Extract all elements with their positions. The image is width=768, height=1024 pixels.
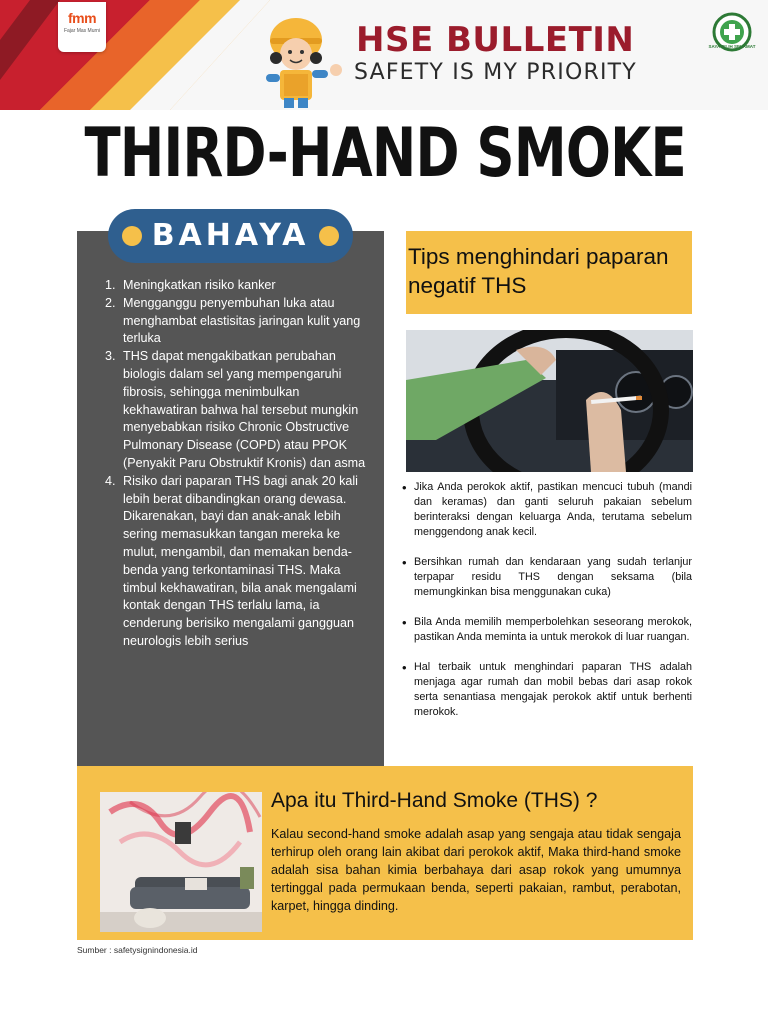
list-item (105, 473, 370, 651)
smoking-driver-photo (406, 330, 693, 472)
list-item: • Bersihkan rumah dan kendaraan yang sudah terlanjur terpapar residu THS dengan seksama (bila memungkinkan bisa menggunakan cuka) (402, 555, 692, 600)
list-number: 2. (105, 295, 116, 310)
list-number: 3. (105, 349, 116, 364)
danger-list (105, 277, 370, 651)
company-logo-subtitle: Fajar Mas Murni (63, 28, 101, 34)
safety-mascot-illustration (256, 14, 346, 110)
list-text: THS dapat mengakibatkan perubahan biologis dalam sel yang mempengaruhi fibrosis, sehingga menimbulkan kekhawatiran bahwa hal tersebut mungkin menyebabkan risiko Chronic Obstructive Pulmonary Disease (COPD) atau PPOK (Penyakit Paru Obstruktif Kronis) dan asma (123, 349, 366, 470)
bulletin-title: HSE BULLETIN (356, 20, 635, 60)
danger-label-pill (108, 209, 353, 263)
company-logo (58, 2, 106, 52)
ths-description: Kalau second-hand smoke adalah asap yang sengaja atau tidak sengaja terhirup oleh orang lain akibat dari perokok aktif, Maka third-hand smoke adalah sisa bahan kimia berbahaya dari asap rokok yang umumnya tertinggal pada permukaan benda, seperti pakaian, rambut, perabotan, karpet, hingga dinding. (271, 827, 681, 913)
company-logo-mark: fmm (67, 10, 97, 26)
list-text: Mengganggu penyembuhan luka atau menghambat elastisitas jaringan kulit yang terluka (123, 295, 361, 346)
seal-caption: SAYA PILIH SELAMAT (708, 44, 756, 49)
list-text: Risiko dari paparan THS bagi anak 20 kali lebih berat dibandingkan orang dewasa. Dikarenakan, bayi dan anak-anak lebih sering memasukkan tangan mereka ke mulut, mengambil, dan memakan benda-benda yang terkontaminasi THS. Maka timbul kekhawatiran, bila anak mengalami kontak dengan THS terlalu lama, ia cenderung berisiko mengalami gangguan neurologis lebih serius (123, 473, 358, 648)
list-item: • Jika Anda perokok aktif, pastikan mencuci tubuh (mandi dan keramas) dan ganti seluruh pakaian sebelum berinteraksi dengan keluarga Anda, terutama sebelum menggendong anak kecil. (402, 480, 692, 540)
list-item: • Bila Anda memilih memperbolehkan seseorang merokok, pastikan Anda meminta ia untuk merokok di luar ruangan. (402, 615, 692, 645)
bulletin-subtitle: SAFETY IS MY PRIORITY (354, 60, 637, 85)
list-item (105, 277, 370, 295)
source-credit: Sumber : safetysignindonesia.id (77, 945, 198, 955)
smoke-room-photo (100, 792, 262, 932)
tips-title: Tips menghindari paparan negatif THS (408, 244, 669, 298)
list-item (105, 348, 370, 473)
header-banner (0, 0, 768, 110)
decorative-stripes (0, 0, 270, 110)
ths-title: Apa itu Third-Hand Smoke (THS) ? (271, 789, 598, 812)
list-text: Meningkatkan risiko kanker (123, 278, 276, 292)
danger-label: BAHAYA (151, 218, 310, 253)
page-title: THIRD-HAND SMOKE (84, 114, 686, 193)
list-number: 1. (105, 278, 116, 292)
list-item (105, 295, 370, 348)
tips-list (402, 480, 692, 735)
list-item: • Hal terbaik untuk menghindari paparan THS adalah menjaga agar rumah dan mobil bebas dari asap rokok serta senantiasa mengajak perokok aktif untuk berhenti merokok. (402, 660, 692, 720)
list-number: 4. (105, 473, 116, 488)
